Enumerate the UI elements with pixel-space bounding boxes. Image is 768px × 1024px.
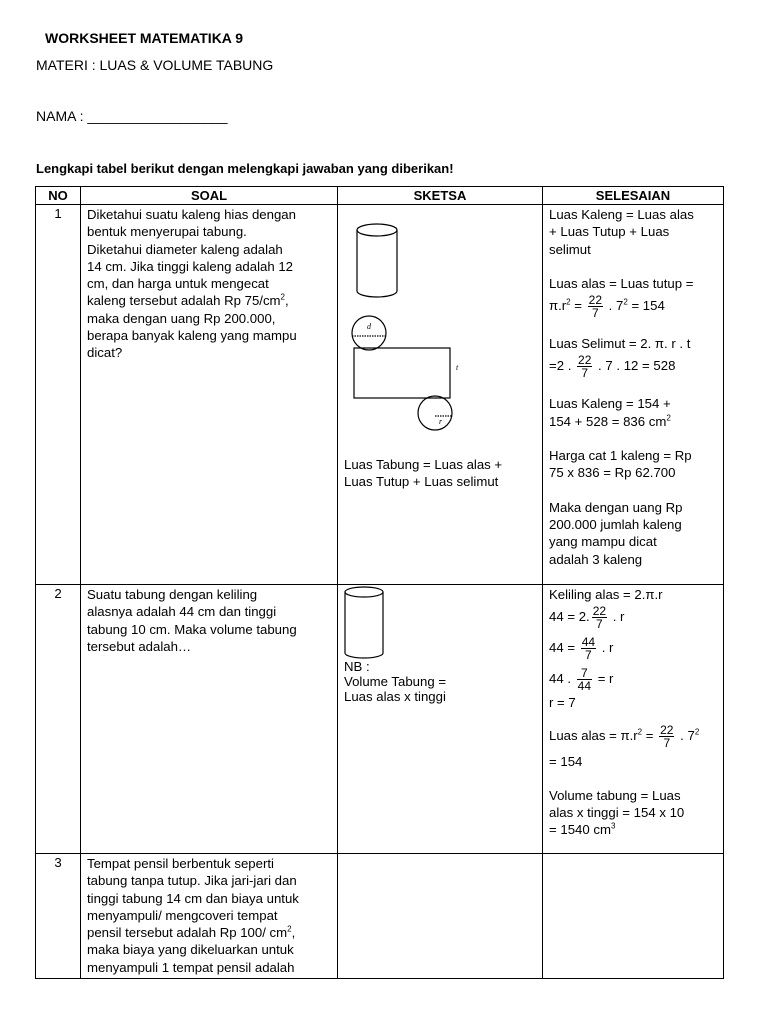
soal-cell: Suatu tabung dengan keliling alasnya adalah 44 cm dan tinggi tabung 10 cm. Maka volume tabung tersebut adalah… [81,585,338,854]
column-header-selesaian: SELESAIAN [543,187,724,205]
formula-line: Luas alas = $\pi.r^2$ = $\frac{22}{7}$ . $7^2$ [549,722,700,750]
materi-label: MATERI : LUAS & VOLUME TABUNG [36,57,274,73]
selesaian-cell: Luas Kaleng = Luas alas + Luas Tutup + Luas selimut Luas alas = Luas tutup = $\pi.r^2$ = $\frac{22}{7}$ . $7^2 = 154$ Luas Selimut = 2. π. r . t =2 . $\frac{22}{7}$ . 7 . 12 = 528 Luas Kaleng = 154 + 154 + 528 = 836 $cm^2$ Harga cat 1 kaleng = Rp 75 x 836 = Rp 62.700 Maka dengan uang Rp 200.000 jumlah kaleng yang mampu dicat adalah 3 kaleng [543,205,724,585]
row-number: 2 [36,585,81,854]
cylinder-icon [338,585,542,661]
formula-line: 44 . $\frac{7}{44}$ = r [549,666,614,694]
sketch-cell [338,585,543,854]
soal-cell: Tempat pensil berbentuk seperti tabung tanpa tutup. Jika jari-jari dan tinggi tabung 14 cm dan biaya untuk menyampuli/ mengcoveri tempat pensil tersebut adalah Rp 100/ $cm^2$, maka biaya yang dikeluarkan untuk menyampuli 1 tempat pensil adalah [81,854,338,979]
table-row [36,205,724,585]
table-header-row [36,187,724,205]
column-header-sketsa: SKETSA [338,187,543,205]
column-header-no: NO [36,187,81,205]
formula-line: =2 . $\frac{22}{7}$ . 7 . 12 = 528 [549,353,676,381]
selesaian-cell: Keliling alas = 2.π.r 44 = 2. $\frac{22}{7}$ . r 44 = $\frac{44}{7}$ . r 44 . $\frac{7}{44}$ = r r = 7 Luas alas = $\pi.r^2$ = $\frac{22}{7}$ . $7^2$ = 154 Volume tabung = Luas alas x tinggi = 154 x 10 = 1540 $cm^3$ [543,585,724,854]
sketch-formula: NB : Volume Tabung = Luas alas x tinggi [344,659,447,704]
cylinder-icon [357,224,397,297]
soal-line: berapa banyak kaleng yang mampu [87,328,297,344]
sketch-formula: Luas Tabung = Luas alas + Luas Tutup + Luas selimut [344,457,503,490]
selesaian-cell [543,854,724,979]
soal-line: cm, dan harga untuk mengecat [87,276,269,292]
sketch-cell [338,854,543,979]
diameter-label: d [367,322,371,331]
net-bottom-circle [418,396,452,430]
table-row [36,585,724,854]
worksheet-table [35,186,724,979]
table-row [36,854,724,979]
sketch-cell [338,205,543,585]
column-header-soal: SOAL [81,187,338,205]
row-number: 3 [36,854,81,979]
soal-line: Diketahui suatu kaleng hias dengan [87,207,296,222]
net-rectangle [354,348,450,398]
formula-line: 44 = $\frac{44}{7}$ . r [549,635,614,663]
row-number: 1 [36,205,81,585]
cylinder-net-sketch [338,205,542,455]
worksheet-title: WORKSHEET MATEMATIKA 9 [45,30,244,46]
soal-line: 14 cm. Jika tinggi kaleng adalah 12 [87,258,294,274]
radius-label: r [439,417,443,426]
instruction-text: Lengkapi tabel berikut dengan melengkapi jawaban yang diberikan! [36,161,454,176]
soal-cell [81,205,338,585]
soal-line: Diketahui diameter kaleng adalah [87,241,283,257]
soal-line: kaleng tersebut adalah Rp $75/cm^2$, [87,293,289,309]
soal-line: bentuk menyerupai tabung. [87,224,247,240]
soal-line: maka dengan uang Rp 200.000, [87,310,276,326]
formula-line: 44 = 2. $\frac{22}{7}$ . r [549,604,625,632]
height-label: t [456,363,459,372]
nama-field: NAMA : __________________ [36,108,228,124]
soal-line: dicat? [87,345,123,361]
formula-line: $\pi.r^2$ = $\frac{22}{7}$ . $7^2 = 154$ [549,293,665,321]
